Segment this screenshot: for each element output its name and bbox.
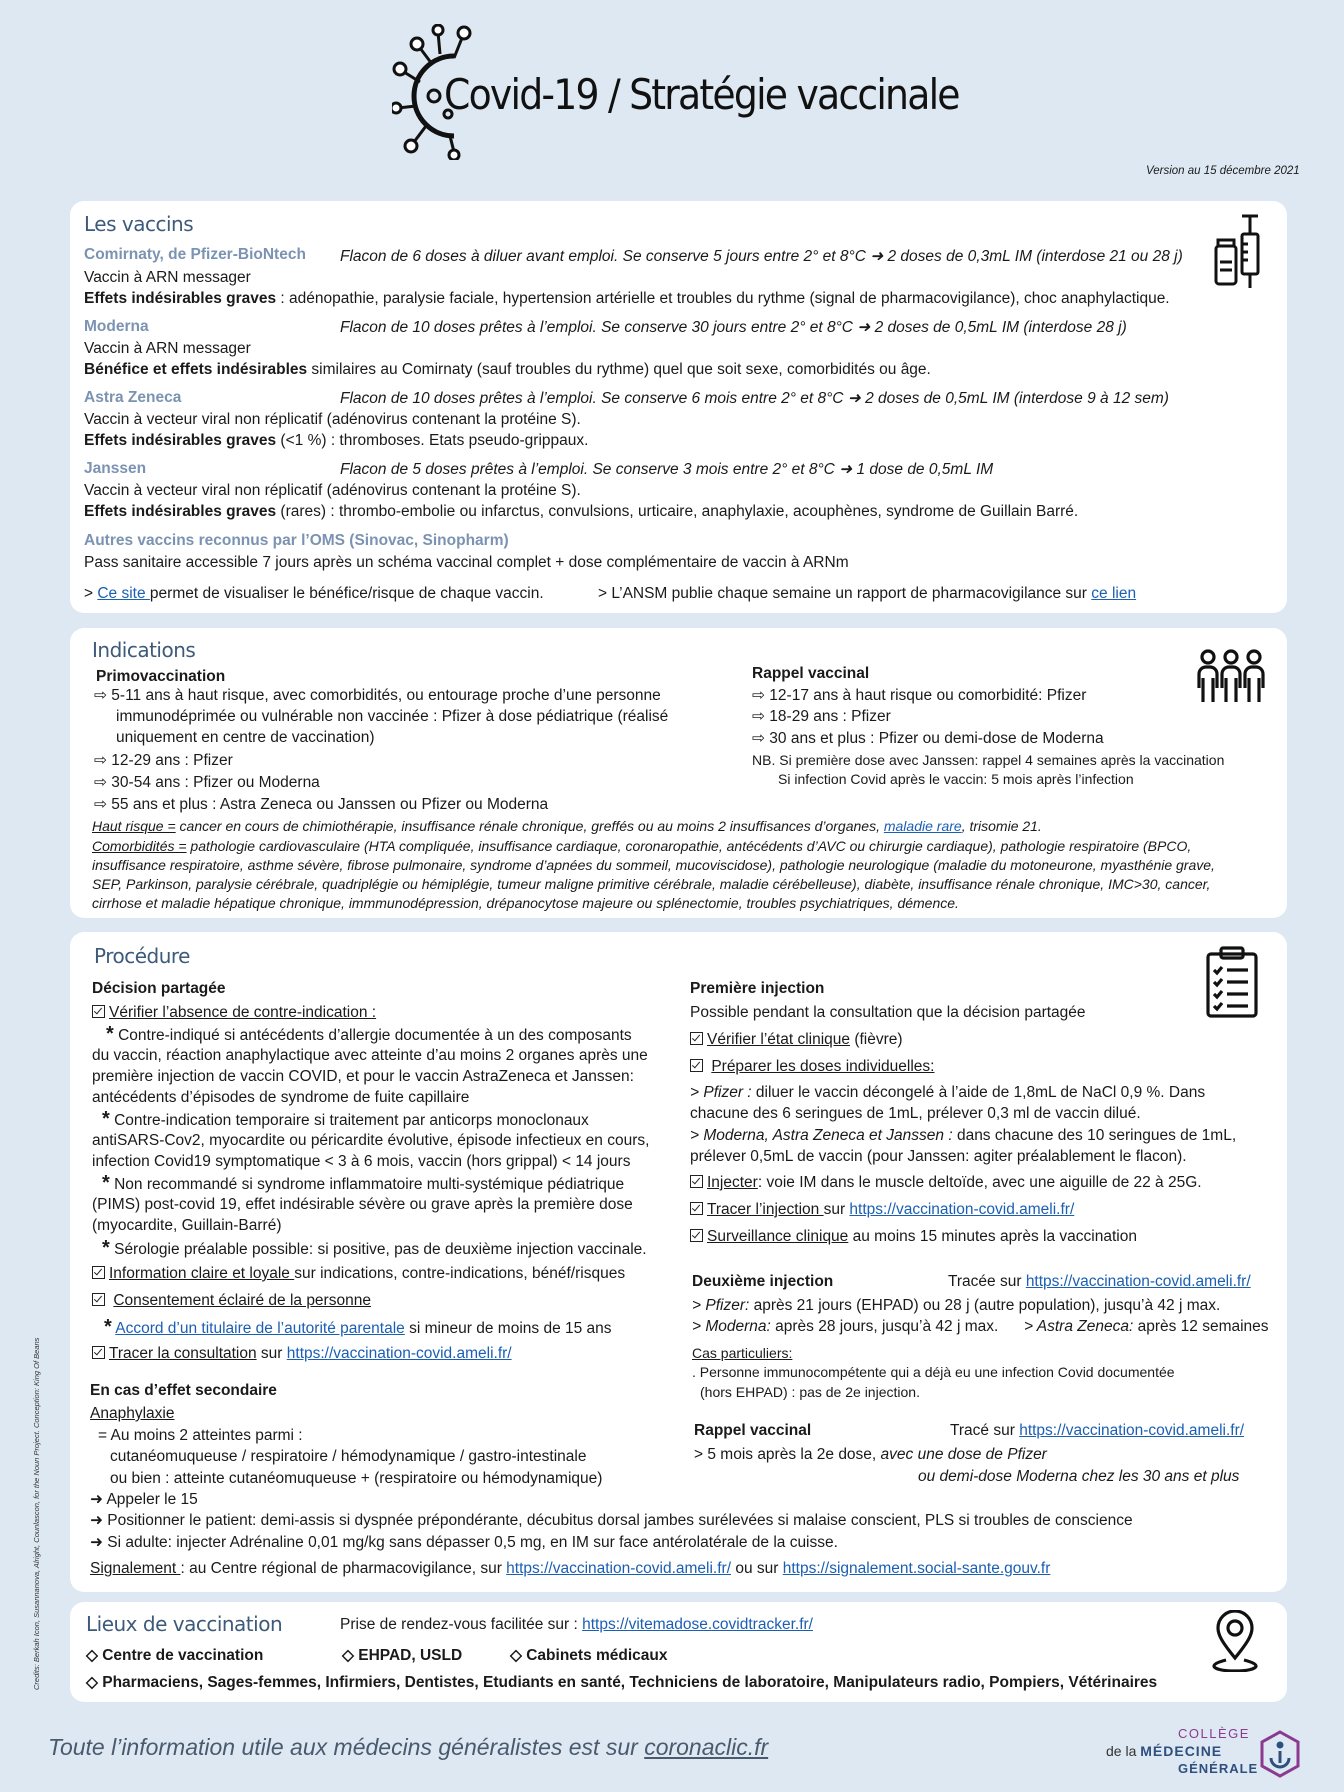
comorbidites-def-2: insuffisance respiratoire, asthme sévère, fibrose pulmonaire, syndrome d’apnées du sommeil, mucoviscidose), pathologie neurologique (maladie du motoneurone, myasthénie grave, bbox=[92, 857, 1215, 873]
arrow-icon: ⇨ bbox=[752, 730, 770, 747]
premiere-sub: Possible pendant la consultation que la décision partagée bbox=[690, 1004, 1086, 1021]
checkbox-icon bbox=[690, 1202, 703, 1215]
coronaclic-link[interactable]: coronaclic.fr bbox=[644, 1734, 769, 1760]
arrow-right-icon: ➜ bbox=[90, 1512, 108, 1529]
cmg-logo bbox=[1106, 1726, 1326, 1782]
rappel-trace: Tracé sur https://vaccination-covid.ameli.fr/ bbox=[950, 1422, 1245, 1439]
star-icon: * bbox=[102, 1172, 110, 1194]
checkbox-icon bbox=[92, 1266, 105, 1279]
lieux-title: Lieux de vaccination bbox=[86, 1612, 283, 1636]
version-date: Version au 15 décembre 2021 bbox=[1146, 165, 1300, 177]
anaphylaxie-title: Anaphylaxie bbox=[90, 1405, 175, 1422]
cas-line-1: . Personne immunocompétente qui a déjà eu une infection Covid documentée bbox=[692, 1364, 1175, 1380]
anaph-line-1: = Au moins 2 atteintes parmi : bbox=[98, 1427, 303, 1444]
haut-risque-def: Haut risque = cancer en cours de chimiothérapie, insuffisance rénale chronique, greffés ou au moins 2 insuffisances d’organes, maladie rare, trisomie 21. bbox=[92, 818, 1042, 834]
janssen-effets: Effets indésirables graves (rares) : thrombo-embolie ou infarctus, convulsions, urticaire, anaphylaxie, acouphènes, syndrome de Guillain Barré. bbox=[84, 503, 1079, 520]
lieu-professionnels: ◇ Pharmaciens, Sages-femmes, Infirmiers, Dentistes, Etudiants en santé, Techniciens de laboratoire, Manipulateurs radio, Pompiers, Vétérinaires bbox=[86, 1674, 1158, 1691]
ci1-line-4: antécédents d’épisodes de syndrome de fuite capillaire bbox=[92, 1089, 470, 1106]
verifier-etat-line: Vérifier l’état clinique (fièvre) bbox=[690, 1030, 903, 1050]
action-3: ➜ Si adulte: injecter Adrénaline 0,01 mg/kg sans dépasser 0,5 mg, en IM sur face antérolatérale de la cuisse. bbox=[90, 1534, 838, 1551]
ce-site-link[interactable]: Ce site bbox=[97, 585, 150, 602]
deuxieme-title: Deuxième injection bbox=[692, 1273, 834, 1290]
diamond-icon: ◇ bbox=[86, 1674, 103, 1691]
rappel-nb-2: Si infection Covid après le vaccin: 5 mois après l’infection bbox=[778, 771, 1134, 787]
action-2: ➜ Positionner le patient: demi-assis si dyspnée prépondérante, décubitus dorsal jambes surélevées si malaise conscient, PLS si troubles de conscience bbox=[90, 1512, 1133, 1529]
moderna-prep-1: > Moderna, Astra Zeneca et Janssen : dans chacune des 10 seringues de 1mL, bbox=[690, 1127, 1237, 1144]
vaccine-name-comirnaty: Comirnaty, de Pfizer-BioNtech bbox=[84, 246, 306, 263]
location-pin-icon bbox=[1212, 1610, 1258, 1672]
astra-type: Vaccin à vecteur viral non réplicatif (adénovirus contenant la protéine S). bbox=[84, 411, 581, 428]
rappel-item-1: ⇨ 12-17 ans à haut risque ou comorbidité: Pfizer bbox=[752, 687, 1087, 704]
ce-site-line: > Ce site permet de visualiser le bénéfice/risque de chaque vaccin. bbox=[84, 585, 544, 602]
lieu-centre: ◇ Centre de vaccination bbox=[86, 1647, 264, 1664]
deuxieme-tracee: Tracée sur https://vaccination-covid.ameli.fr/ bbox=[948, 1273, 1251, 1290]
rappel-item-3: ⇨ 30 ans et plus : Pfizer ou demi-dose de Moderna bbox=[752, 730, 1104, 747]
diamond-icon: ◇ bbox=[510, 1647, 527, 1664]
checkbox-icon bbox=[690, 1032, 703, 1045]
arrow-icon: ⇨ bbox=[94, 774, 112, 791]
cas-line-2: (hors EHPAD) : pas de 2e injection. bbox=[700, 1384, 920, 1400]
comorbidites-def-1: Comorbidités = pathologie cardiovasculaire (HTA compliquée, insuffisance cardiaque, coronaropathie, antécédents d’AVC ou chirurgie cardiaque), pathologie respiratoire (BPCO, bbox=[92, 838, 1192, 854]
rappel-title: Rappel vaccinal bbox=[752, 665, 870, 682]
accord-line: * Accord d’un titulaire de l’autorité parentale si mineur de moins de 15 ans bbox=[104, 1316, 612, 1338]
janssen-info: Flacon de 5 doses prêtes à l’emploi. Se conserve 3 mois entre 2° et 8°C ➜ 1 dose de 0,5mL IM bbox=[340, 461, 994, 478]
preparer-line: Préparer les doses individuelles: bbox=[690, 1057, 934, 1077]
footer-text: Toute l’information utile aux médecins généralistes est sur coronaclic.fr bbox=[48, 1734, 769, 1760]
star-icon: * bbox=[102, 1237, 110, 1259]
checkbox-icon bbox=[690, 1229, 703, 1242]
ci3-line-1: * Non recommandé si syndrome inflammatoire multi-systémique pédiatrique bbox=[102, 1172, 625, 1194]
rappel-procedure-title: Rappel vaccinal bbox=[694, 1422, 812, 1439]
lieu-ehpad: ◇ EHPAD, USLD bbox=[342, 1647, 463, 1664]
logo-line-1: COLLÈGE bbox=[1178, 1726, 1250, 1741]
surveillance-line: Surveillance clinique au moins 15 minutes après la vaccination bbox=[690, 1227, 1137, 1247]
decision-title: Décision partagée bbox=[92, 980, 226, 997]
deuxieme-moderna: > Moderna: après 28 jours, jusqu’à 42 j max. bbox=[692, 1318, 999, 1335]
arrow-icon: ⇨ bbox=[752, 708, 770, 725]
effet-title: En cas d’effet secondaire bbox=[90, 1382, 277, 1399]
ci3-line-2: (PIMS) post-covid 19, effet indésirable sévère ou grave après la première dose bbox=[92, 1196, 633, 1213]
maladie-rare-link[interactable]: maladie rare bbox=[883, 818, 962, 834]
pfizer-prep-2: chacune des 6 seringues de 1mL, prélever 0,3 ml de vaccin dilué. bbox=[690, 1105, 1141, 1122]
cas-title: Cas particuliers: bbox=[692, 1345, 793, 1361]
autres-text: Pass sanitaire accessible 7 jours après un schéma vaccinal complet + dose complémentaire de vaccin à ARNm bbox=[84, 554, 849, 571]
primo-item-1-cont: immunodéprimée ou vulnérable non vaccinée : Pfizer à dose pédiatrique (réalisé bbox=[116, 708, 669, 725]
ce-lien-link[interactable]: ce lien bbox=[1091, 585, 1137, 602]
vitemadose-link[interactable]: https://vitemadose.covidtracker.fr/ bbox=[582, 1616, 813, 1633]
checkbox-icon bbox=[92, 1005, 105, 1018]
moderna-effets: Bénéfice et effets indésirables similaires au Comirnaty (sauf troubles du rythme) quel que soit sexe, comorbidités ou âge. bbox=[84, 361, 931, 378]
star-icon: * bbox=[104, 1316, 112, 1338]
ci2-line-1: * Contre-indication temporaire si traitement par anticorps monoclonaux bbox=[102, 1108, 589, 1130]
arrow-icon: ⇨ bbox=[94, 796, 112, 813]
primo-item-4: ⇨ 55 ans et plus : Astra Zeneca ou Janssen ou Pfizer ou Moderna bbox=[94, 796, 549, 813]
ameli-link[interactable]: https://vaccination-covid.ameli.fr/ bbox=[1019, 1422, 1245, 1439]
accord-parental-link[interactable]: Accord d’un titulaire de l’autorité parentale bbox=[115, 1320, 405, 1337]
janssen-type: Vaccin à vecteur viral non réplicatif (adénovirus contenant la protéine S). bbox=[84, 482, 581, 499]
signalement-link[interactable]: https://signalement.social-sante.gouv.fr bbox=[782, 1560, 1051, 1577]
cmg-logo-icon bbox=[1258, 1730, 1302, 1778]
people-icon bbox=[1196, 648, 1266, 704]
rappel-item-2: ⇨ 18-29 ans : Pfizer bbox=[752, 708, 891, 725]
ci3-line-3: (myocardite, Guillain-Barré) bbox=[92, 1217, 282, 1234]
premiere-title: Première injection bbox=[690, 980, 825, 997]
moderna-info: Flacon de 10 doses prêtes à l’emploi. Se conserve 30 jours entre 2° et 8°C ➜ 2 doses de 0,5mL IM (interdose 28 j) bbox=[340, 319, 1127, 336]
ci4-line: * Sérologie préalable possible: si positive, pas de deuxième injection vaccinale. bbox=[102, 1237, 647, 1259]
rdv-line: Prise de rendez-vous facilitée sur : https://vitemadose.covidtracker.fr/ bbox=[340, 1616, 813, 1633]
star-icon: * bbox=[102, 1108, 110, 1130]
ameli-link[interactable]: https://vaccination-covid.ameli.fr/ bbox=[506, 1560, 732, 1577]
checkbox-icon bbox=[690, 1059, 703, 1072]
checkbox-icon bbox=[690, 1175, 703, 1188]
diamond-icon: ◇ bbox=[86, 1647, 103, 1664]
checkbox-icon bbox=[92, 1346, 105, 1359]
page-title: Covid-19 / Stratégie vaccinale bbox=[444, 70, 959, 119]
procedure-title: Procédure bbox=[94, 944, 190, 968]
anaph-line-3: ou bien : atteinte cutanéomuqueuse + (respiratoire ou hémodynamique) bbox=[110, 1470, 603, 1487]
comirnaty-effets: Effets indésirables graves : adénopathie, paralysie faciale, hypertension artérielle et troubles du rythme (signal de pharmacovigilance), choc anaphylactique. bbox=[84, 290, 1170, 307]
arrow-icon: ⇨ bbox=[94, 752, 112, 769]
indications-title: Indications bbox=[92, 638, 196, 662]
action-1: ➜ Appeler le 15 bbox=[90, 1491, 198, 1508]
primo-item-1-cont2: uniquement en centre de vaccination) bbox=[116, 729, 375, 746]
logo-line-3: GÉNÉRALE bbox=[1178, 1761, 1259, 1776]
injecter-line: Injecter: voie IM dans le muscle deltoïde, avec une aiguille de 22 à 25G. bbox=[690, 1173, 1202, 1193]
astra-effets: Effets indésirables graves (<1 %) : thromboses. Etats pseudo-grippaux. bbox=[84, 432, 589, 449]
primo-item-1: ⇨ 5-11 ans à haut risque, avec comorbidités, ou entourage proche d’une personne bbox=[94, 687, 661, 704]
ansm-line: > L’ANSM publie chaque semaine un rapport de pharmacovigilance sur ce lien bbox=[598, 585, 1137, 602]
vaccine-syringe-icon bbox=[1212, 212, 1272, 288]
astra-info: Flacon de 10 doses prêtes à l’emploi. Se conserve 6 mois entre 2° et 8°C ➜ 2 doses de 0,5mL IM (interdose 9 à 12 sem) bbox=[340, 390, 1169, 407]
information-line: Information claire et loyale sur indications, contre-indications, bénéf/risques bbox=[92, 1264, 625, 1284]
vaccine-name-autres: Autres vaccins reconnus par l’OMS (Sinovac, Sinopharm) bbox=[84, 532, 509, 549]
primo-item-3: ⇨ 30-54 ans : Pfizer ou Moderna bbox=[94, 774, 320, 791]
ameli-link[interactable]: https://vaccination-covid.ameli.fr/ bbox=[286, 1345, 512, 1362]
verifier-ci: Vérifier l’absence de contre-indication : bbox=[92, 1003, 376, 1023]
vaccine-name-moderna: Moderna bbox=[84, 318, 149, 335]
clipboard-icon bbox=[1204, 946, 1260, 1020]
ci1-line-1: * Contre-indiqué si antécédents d’allergie documentée à un des composants bbox=[106, 1023, 632, 1045]
arrow-icon: ⇨ bbox=[94, 687, 112, 704]
comorbidites-def-4: cirrhose et maladie hépatique chronique, immmunodépression, drépanocytose majeure ou splénectomie, troubles psychiatriques, démence. bbox=[92, 895, 959, 911]
diamond-icon: ◇ bbox=[342, 1647, 359, 1664]
pfizer-prep-1: > Pfizer : diluer le vaccin décongelé à l’aide de 1,8mL de NaCl 0,9 %. Dans bbox=[690, 1084, 1206, 1101]
checkbox-icon bbox=[92, 1293, 105, 1306]
credits-text: Credits: Berkah Icon, Susannanova, Alright, Counlascon, for the Noun Project. Conception: King Of Beans bbox=[32, 1337, 41, 1690]
rappel-nb-1: NB. Si première dose avec Janssen: rappel 4 semaines après la vaccination bbox=[752, 752, 1225, 768]
comirnaty-info: Flacon de 6 doses à diluer avant emploi. Se conserve 5 jours entre 2° et 8°C ➜ 2 doses de 0,3mL IM (interdose 21 ou 28 j) bbox=[340, 248, 1183, 265]
logo-line-2: de la MÉDECINE bbox=[1106, 1743, 1223, 1759]
star-icon: * bbox=[106, 1023, 114, 1045]
deuxieme-astra: > Astra Zeneca: après 12 semaines bbox=[1024, 1318, 1269, 1335]
ci1-line-3: première injection de vaccin COVID, et pour le vaccin AstraZeneca et Janssen: bbox=[92, 1068, 634, 1085]
anaph-line-2: cutanéomuqueuse / respiratoire / hémodynamique / gastro-intestinale bbox=[110, 1448, 587, 1465]
comirnaty-type: Vaccin à ARN messager bbox=[84, 269, 251, 286]
comorbidites-def-3: SEP, Parkinson, paralysie cérébrale, quadriplégie ou hémiplégie, tumeur maligne primitive cérébrale, maladie cérébelleuse), diabète, insuffisance rénale chronique, IMC>30, cancer, bbox=[92, 876, 1211, 892]
ci2-line-3: infection Covid19 symptomatique < 3 à 6 mois, vaccin (hors grippal) < 14 jours bbox=[92, 1153, 631, 1170]
deuxieme-pfizer: > Pfizer: après 21 jours (EHPAD) ou 28 j (autre population), jusqu’à 42 j max. bbox=[692, 1297, 1221, 1314]
vaccins-title: Les vaccins bbox=[84, 212, 194, 236]
arrow-right-icon: ➜ bbox=[90, 1534, 108, 1551]
ameli-link[interactable]: https://vaccination-covid.ameli.fr/ bbox=[1025, 1273, 1251, 1290]
ci1-line-2: du vaccin, réaction anaphylactique avec atteinte d’au moins 2 organes après une bbox=[92, 1047, 648, 1064]
arrow-icon: ⇨ bbox=[752, 687, 770, 704]
rappel-procedure-line-2: ou demi-dose Moderna chez les 30 ans et plus bbox=[918, 1468, 1240, 1485]
vaccine-name-astra: Astra Zeneca bbox=[84, 389, 182, 406]
arrow-right-icon: ➜ bbox=[90, 1491, 107, 1508]
moderna-type: Vaccin à ARN messager bbox=[84, 340, 251, 357]
vaccine-name-janssen: Janssen bbox=[84, 460, 147, 477]
primo-item-2: ⇨ 12-29 ans : Pfizer bbox=[94, 752, 233, 769]
ameli-link[interactable]: https://vaccination-covid.ameli.fr/ bbox=[849, 1201, 1075, 1218]
rappel-procedure-line-1: > 5 mois après la 2e dose, avec une dose de Pfizer bbox=[694, 1446, 1047, 1463]
tracer-consultation-line: Tracer la consultation sur https://vaccination-covid.ameli.fr/ bbox=[92, 1344, 512, 1364]
moderna-prep-2: prélever 0,5mL de vaccin (pour Janssen: agiter préalablement le flacon). bbox=[690, 1148, 1187, 1165]
lieu-cabinets: ◇ Cabinets médicaux bbox=[510, 1647, 668, 1664]
consentement-line: Consentement éclairé de la personne bbox=[92, 1291, 371, 1311]
signalement-line: Signalement : au Centre régional de pharmacovigilance, sur https://vaccination-covid.ameli.fr/ ou sur https://signalement.social-sante.gouv.fr bbox=[90, 1560, 1051, 1577]
tracer-injection-line: Tracer l’injection sur https://vaccination-covid.ameli.fr/ bbox=[690, 1200, 1074, 1220]
primo-title: Primovaccination bbox=[96, 668, 226, 685]
ci2-line-2: antiSARS-Cov2, myocardite ou péricardite évolutive, épisode infectieux en cours, bbox=[92, 1132, 650, 1149]
